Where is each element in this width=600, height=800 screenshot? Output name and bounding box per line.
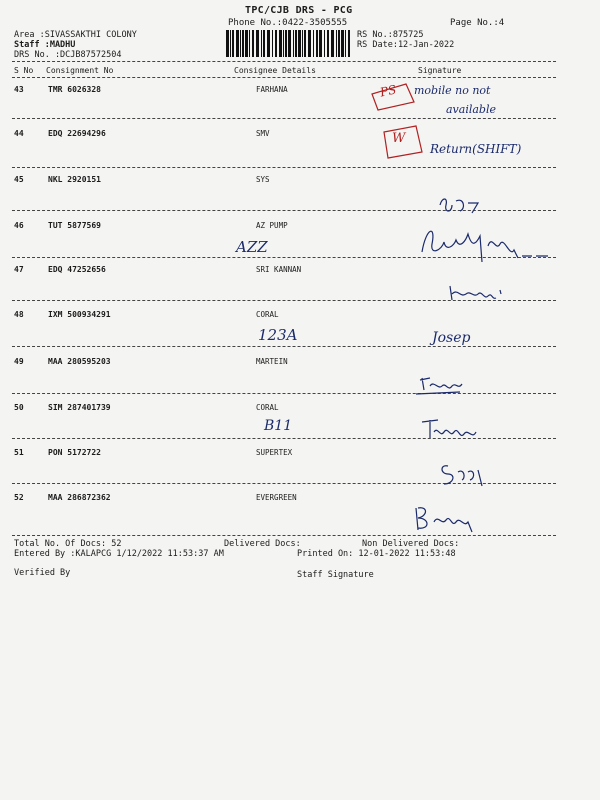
non-delivered-docs: Non Delivered Docs: [362, 539, 460, 549]
row-sno: 50 [14, 403, 24, 412]
handwritten-note: 123A [258, 326, 298, 344]
row-consignment: IXM 500934291 [48, 310, 111, 319]
document-title: TPC/CJB DRS - PCG [245, 5, 353, 16]
handwritten-note: AZZ [236, 238, 268, 256]
row-sno: 51 [14, 448, 24, 457]
row-sno: 49 [14, 357, 24, 366]
row-consignment: TMR 6026328 [48, 85, 101, 94]
handwritten-ps: PS [378, 82, 398, 100]
row-divider [12, 346, 556, 347]
staff-label: Staff :MADHU [14, 40, 76, 50]
column-header-divider [12, 77, 556, 78]
row-sno: 45 [14, 175, 24, 184]
signature-scribble [418, 222, 553, 264]
row-consignment: EDQ 22694296 [48, 129, 106, 138]
handwritten-note: available [446, 103, 496, 116]
signature-scribble [438, 195, 488, 215]
handwritten-signature: Josep [432, 330, 471, 346]
row-consignee: FARHANA [256, 85, 288, 94]
page-number: Page No.:4 [450, 18, 505, 28]
row-divider [12, 118, 556, 119]
row-divider [12, 535, 556, 536]
row-consignment: TUT 5877569 [48, 221, 101, 230]
area-label: Area :SIVASSAKTHI COLONY [14, 30, 137, 40]
drs-number: DRS No. :DCJB87572504 [14, 50, 122, 60]
signature-scribble [438, 462, 484, 488]
signature-scribble [420, 418, 480, 442]
row-consignment: MAA 286872362 [48, 493, 111, 502]
row-consignment: PON 5172722 [48, 448, 101, 457]
row-sno: 47 [14, 265, 24, 274]
delivered-docs: Delivered Docs: [224, 539, 301, 549]
row-consignee: CORAL [256, 403, 279, 412]
handwritten-return: Return(SHIFT) [430, 142, 522, 156]
handwritten-w: W [392, 131, 406, 146]
row-sno: 52 [14, 493, 24, 502]
row-consignee: EVERGREEN [256, 493, 297, 502]
row-sno: 43 [14, 85, 24, 94]
col-header-consignment: Consignment No [46, 66, 114, 75]
rs-date: RS Date:12-Jan-2022 [357, 40, 455, 50]
printed-on: Printed On: 12-01-2022 11:53:48 [297, 549, 456, 559]
handwritten-note: mobile no not [414, 84, 491, 97]
col-header-signature: Signature [418, 66, 462, 75]
row-sno: 48 [14, 310, 24, 319]
row-consignment: EDQ 47252656 [48, 265, 106, 274]
row-consignee: SYS [256, 175, 270, 184]
row-consignee: SMV [256, 129, 270, 138]
signature-scribble [412, 504, 476, 534]
barcode-image [226, 30, 353, 57]
row-sno: 44 [14, 129, 24, 138]
row-consignment: MAA 280595203 [48, 357, 111, 366]
row-consignment: SIM 287401739 [48, 403, 111, 412]
row-consignee: SUPERTEX [256, 448, 293, 457]
total-docs: Total No. Of Docs: 52 [14, 539, 122, 549]
row-consignee: AZ PUMP [256, 221, 288, 230]
col-header-sno: S No [14, 66, 34, 75]
phone-number: Phone No.:0422-3505555 [228, 18, 348, 28]
row-divider [12, 167, 556, 168]
row-consignee: CORAL [256, 310, 279, 319]
signature-scribble [448, 282, 504, 302]
row-consignee: SRI KANNAN [256, 265, 302, 274]
staff-signature-label: Staff Signature [297, 570, 374, 580]
entered-by: Entered By :KALAPCG 1/12/2022 11:53:37 AM [14, 549, 224, 559]
verified-by-label: Verified By [14, 568, 71, 578]
row-divider [12, 393, 556, 394]
col-header-consignee: Consignee Details [234, 66, 316, 75]
handwritten-note: B11 [264, 418, 293, 434]
row-consignment: NKL 2920151 [48, 175, 101, 184]
row-consignee: MARTEIN [256, 357, 288, 366]
row-sno: 46 [14, 221, 24, 230]
signature-scribble [416, 374, 464, 396]
header-divider [12, 61, 556, 62]
rs-number: RS No.:875725 [357, 30, 424, 40]
